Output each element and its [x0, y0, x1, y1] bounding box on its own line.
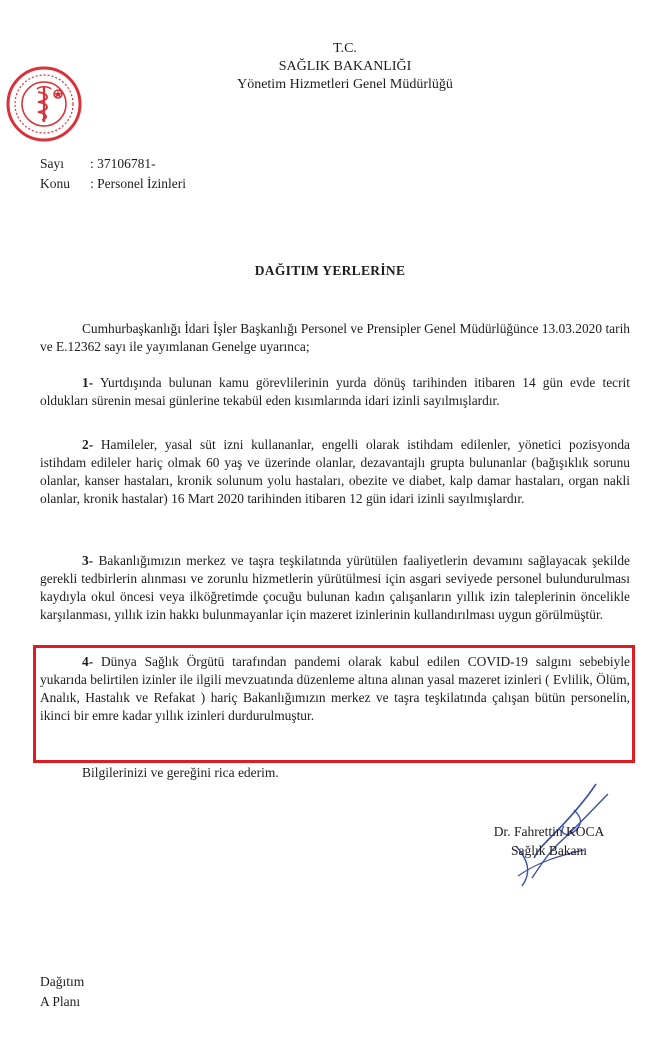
meta-konu [40, 174, 186, 194]
sayi-label: Sayı [40, 156, 65, 171]
paragraph-number: 3- [82, 553, 94, 568]
distribution-label: Dağıtım [40, 974, 85, 989]
sayi-value: : 37106781- [90, 156, 156, 171]
addressee-heading: DAĞITIM YERLERİNE [254, 263, 406, 278]
paragraph-number: 4- [82, 654, 94, 669]
konu-label: Konu [40, 176, 70, 191]
paragraph-3 [40, 552, 630, 624]
closing-line: Bilgilerinizi ve gereğini rica ederim. [82, 765, 279, 780]
letterhead-tc: T.C. [333, 41, 357, 56]
letterhead-directorate: Yönetim Hizmetleri Genel Müdürlüğü [237, 77, 453, 92]
paragraph-1 [40, 374, 630, 410]
highlight-box [33, 645, 635, 763]
signer-name: Dr. Fahrettin KOCA [493, 824, 605, 839]
signature-block [474, 822, 624, 860]
paragraph-number: 1- [82, 375, 94, 390]
paragraph-text: Bakanlığımızın merkez ve taşra teşkilatında yürütülen faaliyetlerin devamını sağlayacak şekilde gerekli tedbirlerin alınması ve zorunlu hizmetlerin yürütülmesi için asgari seviyede personel bulundurulması kaydıyla okul öncesi veya ilköğretimde çocuğu bulunan kadın çalışanların yıllık izin taleplerinin öncelikle karşılanması, yıllık izin hakkı bulunmayanlar için mazeret izinlerinin kullandırılması uygun görülmüştür. [40, 553, 630, 622]
paragraph-2 [40, 436, 630, 508]
intro-text: Cumhurbaşkanlığı İdari İşler Başkanlığı Personel ve Prensipler Genel Müdürlüğünce 13.03.2020 tarih ve E.12362 sayı ile yayımlanan Genelge uyarınca; [40, 321, 630, 354]
konu-value: : Personel İzinleri [90, 176, 186, 191]
paragraph-text: Dünya Sağlık Örgütü tarafından pandemi olarak kabul edilen COVID-19 salgını sebebiyle yukarıda belirtilen izinler ile ilgili mevzuatında düzenleme altına alınan yasal mazeret izinleri ( Evlilik, Ölüm, Analık, Hastalık ve Refakat ) hariç Bakanlığımızın merkez ve taşra teşkilatında çalışan bütün personelin, ikinci bir emre kadar yıllık izinleri durdurulmuştur. [40, 654, 630, 723]
paragraph-text: Yurtdışında bulunan kamu görevlilerinin yurda dönüş tarihinden itibaren 14 gün evde tecrit oldukları sürenin mesai günlerine tekabül eden kısımlarında idari izinli sayılmışlardır. [40, 375, 630, 408]
ministry-seal-icon [4, 64, 84, 144]
meta-sayi [40, 154, 186, 174]
distribution-block [40, 972, 84, 1012]
letterhead-ministry: SAĞLIK BAKANLIĞI [278, 59, 412, 74]
paragraph-text: Hamileler, yasal süt izni kullananlar, engelli olarak istihdam edilenler, yönetici pozisyonda istihdam edileler hariç olmak 60 yaş ve üzerinde olanlar, dezavantajlı grupta bulunanlar (bağışıklık sorunu olanlar, kanser hastaları, kronik solunum yolu hastaları, obezite ve diabet, kalp damar hastaları, organ nakli olanlar, kronik hastalar) 16 Mart 2020 tarihinden itibaren 12 gün idari izinli sayılmışlardır. [40, 437, 630, 506]
distribution-plan: A Planı [40, 994, 81, 1009]
letterhead [190, 40, 500, 94]
signer-title: Sağlık Bakanı [510, 843, 588, 858]
document-meta [40, 154, 186, 194]
intro-paragraph [40, 320, 630, 356]
paragraph-number: 2- [82, 437, 94, 452]
